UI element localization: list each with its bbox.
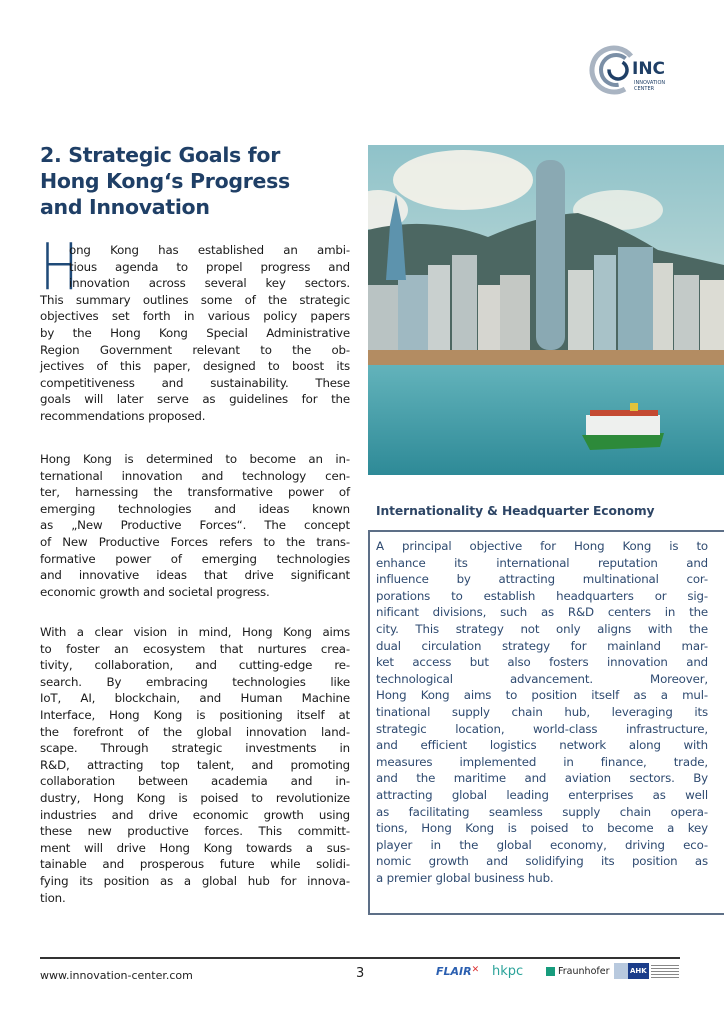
title-line: Hong Kong‘s Progress (40, 169, 290, 193)
text-line: collaboration between academia and in- (40, 774, 350, 789)
text-line: by the Hong Kong Special Administrative (40, 325, 350, 340)
ferry (582, 403, 664, 450)
logo-name: INC (632, 59, 666, 79)
flair-logo: FLAIR✕ (436, 965, 480, 978)
text-line: emerging technologies and ideas known (40, 501, 350, 516)
text-line: With a clear vision in mind, Hong Kong aims (40, 625, 350, 639)
text-line: recommendations proposed. (40, 408, 206, 423)
text-line: fying its position as a global hub for innova- (40, 873, 350, 888)
fraunhofer-logo: Fraunhofer (546, 966, 609, 977)
text-line: nomic growth and solidifying its position as (376, 854, 708, 869)
text-line: IoT, AI, blockchain, and Human Machine (40, 691, 350, 706)
sidebar-paragraph (376, 538, 708, 886)
text-line: A principal objective for Hong Kong is to (376, 539, 708, 553)
text-line: competitiveness and sustainability. These (40, 375, 350, 390)
text-line: goals will later serve as guidelines for the (40, 392, 350, 407)
title-line: 2. Strategic Goals for (40, 143, 281, 167)
intro-paragraph (40, 242, 350, 425)
text-line: Hong Kong aims to position itself as a mul- (376, 688, 708, 703)
text-line: This summary outlines some of the strategic (40, 292, 350, 307)
text-line: tivity, collaboration, and cutting-edge re- (40, 658, 350, 673)
text-line: R&D, attracting top talent, and promoting (40, 757, 350, 772)
text-line: tainable and prosperous future while solidi- (40, 857, 350, 872)
text-line: and innovative ideas that drive significant (40, 568, 350, 583)
text-line: city. This strategy not only aligns with the (376, 621, 708, 636)
text-line: objectives set forth in various policy papers (40, 309, 350, 324)
text-line: player in the global economy, driving eco- (376, 837, 708, 852)
text-line: tinational supply chain hub, leveraging its (376, 704, 708, 719)
svg-text:CENTER: CENTER (634, 86, 655, 92)
text-line: ong Kong has established an ambi- (69, 243, 350, 257)
title-line: and Innovation (40, 195, 210, 219)
ahk-logo: AHK (614, 963, 679, 979)
text-line: porations to establish headquarters or sig- (376, 588, 708, 603)
text-line: dustry, Hong Kong is poised to revolutionize (40, 790, 350, 805)
sidebar-title: Internationality & Headquarter Economy (376, 504, 655, 518)
text-line: as facilitating seamless supply chain opera- (376, 804, 708, 819)
text-line: the forefront of the global innovation land- (40, 724, 350, 739)
text-line: jectives of this paper, designed to boost its (40, 359, 350, 374)
text-line: a premier global business hub. (376, 870, 554, 885)
text-line: economic growth and societal progress. (40, 584, 270, 599)
text-line: and efficient logistics network along with (376, 738, 708, 753)
text-line: enhance its international reputation and (376, 555, 708, 570)
text-line: strategic location, world-class infrastructure, (376, 721, 708, 736)
text-line: and the maritime and aviation sectors. By (376, 771, 708, 786)
text-line: technological advancement. Moreover, (376, 671, 708, 686)
text-line: Interface, Hong Kong is positioning itself at (40, 707, 350, 722)
text-line: measures implemented in finance, trade, (376, 754, 708, 769)
hkpc-logo: hkpc (492, 964, 524, 979)
new-productive-forces-paragraph (40, 451, 350, 600)
page-number: 3 (356, 966, 365, 981)
text-line: of New Productive Forces refers to the trans- (40, 534, 350, 549)
text-line: Region Government relevant to the ob- (40, 342, 350, 357)
text-line: ment will drive Hong Kong towards a sus- (40, 840, 350, 855)
text-line: as „New Productive Forces“. The concept (40, 518, 350, 533)
text-line: tions, Hong Kong is poised to become a key (376, 821, 708, 836)
vision-paragraph (40, 624, 350, 906)
text-line: innovation across several key sectors. (69, 276, 350, 291)
text-line: scape. Through strategic investments in (40, 741, 350, 756)
text-line: ter, harnessing the transformative power of (40, 485, 350, 500)
text-line: industries and drive economic growth using (40, 807, 350, 822)
text-line: search. By embracing technologies like (40, 674, 350, 689)
text-line: Hong Kong is determined to become an in- (40, 452, 350, 466)
hong-kong-skyline-image (368, 145, 724, 475)
footer-divider (40, 957, 680, 959)
drop-cap: H (40, 231, 79, 305)
text-line: tion. (40, 890, 66, 905)
text-line: dual circulation strategy for mainland mar- (376, 638, 708, 653)
text-line: tious agenda to propel progress and (69, 259, 350, 274)
svg-text:INNOVATION: INNOVATION (634, 80, 666, 86)
text-line: formative power of emerging technologies (40, 551, 350, 566)
inc-logo (588, 44, 688, 100)
page-title (40, 142, 290, 220)
text-line: influence by attracting multinational cor- (376, 572, 708, 587)
text-line: to foster an ecosystem that nurtures crea- (40, 641, 350, 656)
text-line: ket access but also fosters innovation and (376, 655, 708, 670)
text-line: attracting global leading enterprises as well (376, 787, 708, 802)
text-line: these new productive forces. This committ- (40, 824, 350, 839)
text-line: ternational innovation and technology cen- (40, 468, 350, 483)
footer-url-link[interactable]: www.innovation-center.com (40, 969, 193, 982)
text-line: nificant divisions, such as R&D centers in the (376, 605, 708, 620)
